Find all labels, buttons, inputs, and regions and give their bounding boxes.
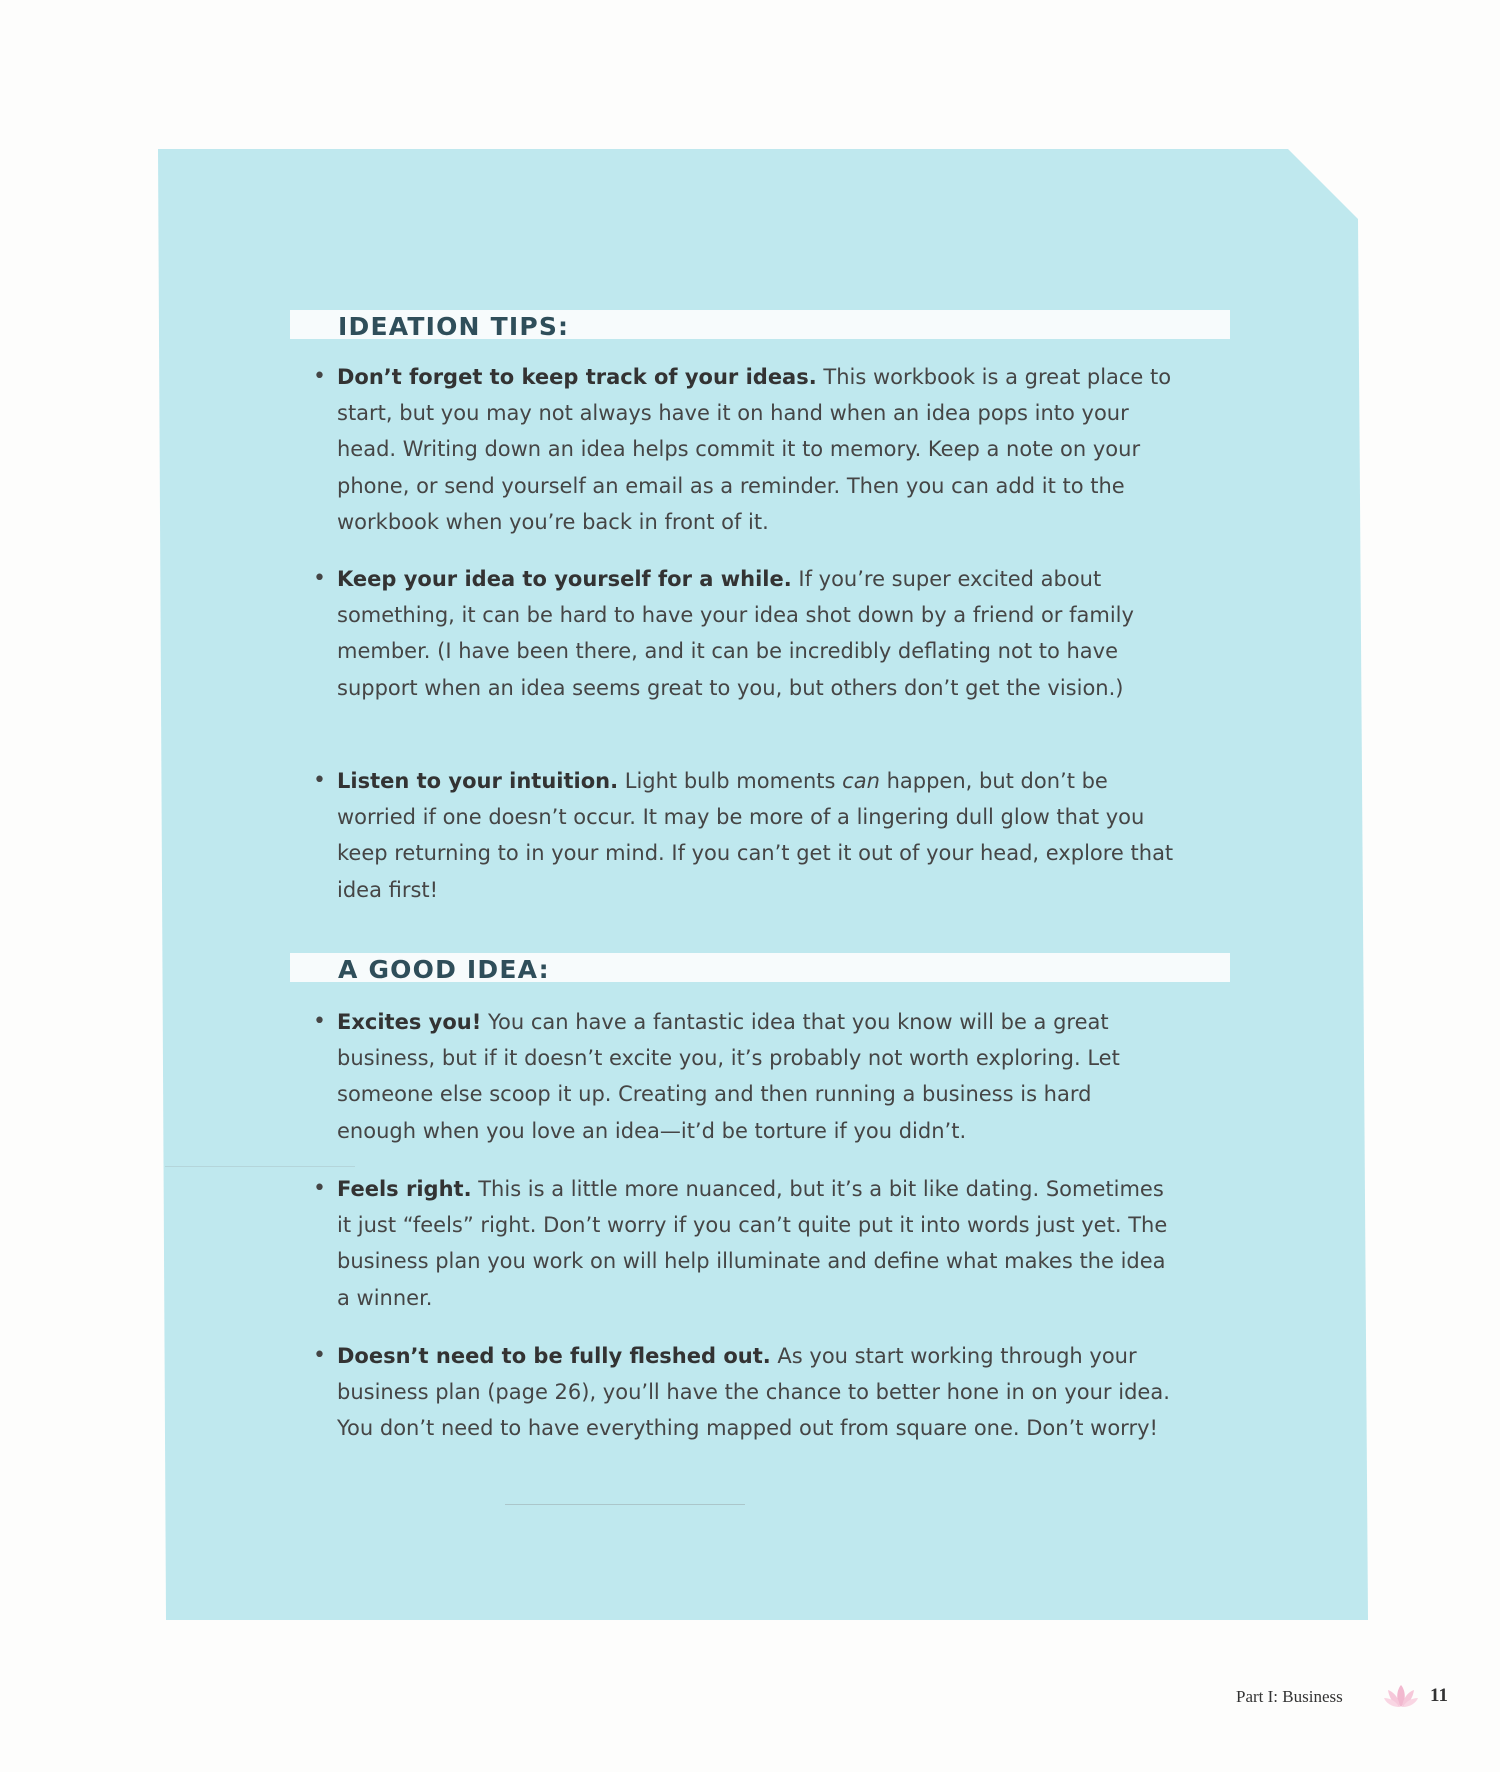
item-text: This workbook is a great place to start, but you may not always have it on hand when an idea pops into your head. Writing down an idea helps commit it to memory. Keep a note on your phone, or send yourself an email as a reminder. Then you can add it to the workbook when you’re back in front of it. [337,365,1172,534]
item-text-emphasis: can [842,769,880,793]
section-heading: IDEATION TIPS: [338,312,570,341]
item-lead: Keep your idea to yourself for a while. [337,567,792,591]
lotus-icon [1384,1683,1418,1714]
section-heading: A GOOD IDEA: [338,955,550,984]
item-lead: Doesn’t need to be fully fleshed out. [337,1344,771,1368]
bullet-icon: • [313,1009,326,1034]
list-item [313,359,1177,540]
bullet-icon: • [313,1343,326,1368]
list-item [313,763,1177,908]
item-text: If you’re super excited about something, it can be hard to have your idea shot down by a friend or family member. (I have been there, and it can be incredibly deflating not to have support when an idea seems great to you, but others don’t get the vision.) [337,567,1134,700]
list-item [313,1171,1177,1316]
scan-smudge [505,1504,745,1505]
item-lead: Listen to your intuition. [337,769,619,793]
page-footer [1236,1683,1456,1713]
list-item [313,1338,1177,1447]
item-text: As you start working through your business plan (page 26), you’ll have the chance to better hone in on your idea. You don’t need to have everything mapped out from square one. Don’t worry! [337,1344,1170,1441]
section-heading-bar [290,953,1230,982]
bullet-icon: • [313,768,326,793]
item-text-pre: Light bulb moments [618,769,843,793]
item-lead: Excites you! [337,1010,482,1034]
list-item [313,561,1177,706]
scan-smudge [165,1166,355,1167]
item-text: This is a little more nuanced, but it’s a bit like dating. Sometimes it just “feels” right. Don’t worry if you can’t quite put it into words just yet. The business plan you work on will help illuminate and define what makes the idea a winner. [337,1177,1168,1310]
bullet-icon: • [313,1176,326,1201]
bullet-icon: • [313,364,326,389]
list-item [313,1004,1177,1149]
page-number: 11 [1430,1685,1448,1706]
bullet-icon: • [313,566,326,591]
section-heading-bar [290,310,1230,339]
part-label: Part I: Business [1236,1687,1343,1706]
item-lead: Feels right. [337,1177,472,1201]
item-text: You can have a fantastic idea that you know will be a great business, but if it doesn’t excite you, it’s probably not worth exploring. Let someone else scoop it up. Creating and then running a business is hard enough when you love an idea—it’d be torture if you didn’t. [337,1010,1120,1143]
item-text-post: happen, but don’t be worried if one doesn’t occur. It may be more of a lingering dull glow that you keep returning to in your mind. If you can’t get it out of your head, explore that idea first! [337,769,1174,902]
item-lead: Don’t forget to keep track of your ideas. [337,365,817,389]
